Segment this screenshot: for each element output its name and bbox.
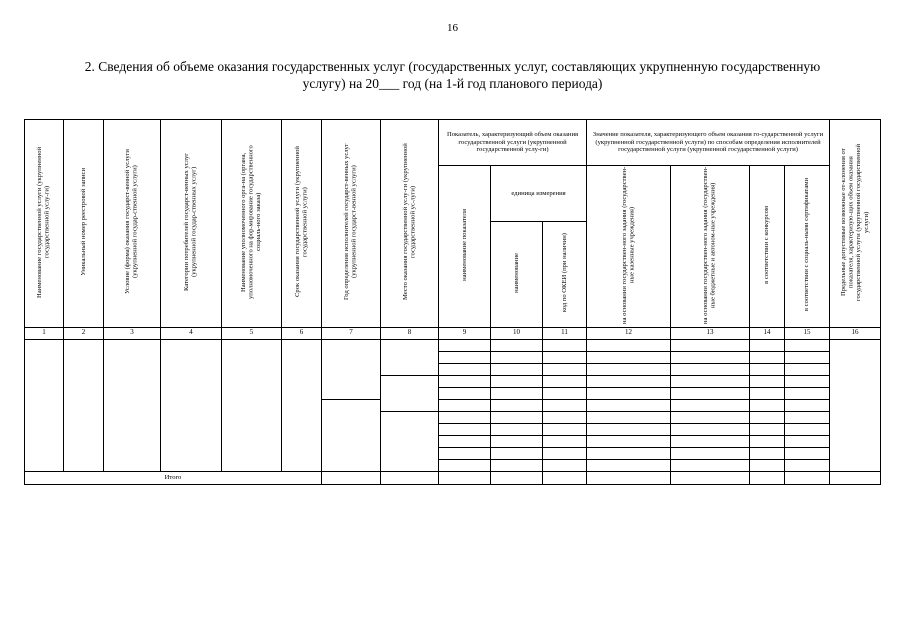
section-heading bbox=[40, 58, 865, 92]
table-cell bbox=[587, 423, 671, 435]
header-group-unit: единица измерения bbox=[491, 166, 587, 222]
table-cell bbox=[750, 351, 785, 363]
table-cell bbox=[671, 375, 750, 387]
table-cell bbox=[587, 387, 671, 399]
table-cell bbox=[543, 387, 587, 399]
table-cell bbox=[381, 375, 439, 411]
column-number: 2 bbox=[64, 327, 104, 339]
table-cell bbox=[587, 471, 671, 484]
table-cell bbox=[64, 339, 104, 471]
table-cell bbox=[491, 399, 543, 411]
header-col-1: Наименование государственной услуги (укрупненной государственной услу-ги) bbox=[25, 120, 64, 328]
header-col-5: Наименование уполномоченного орга-на (органа, уполномоченного на фор-мирование государственного социаль-ного заказа) bbox=[222, 120, 282, 328]
table-cell bbox=[25, 339, 64, 471]
table-cell bbox=[587, 411, 671, 423]
table-cell bbox=[750, 375, 785, 387]
header-group-indicator: Показатель, характеризующий объем оказания государственной услуги (укрупненной государственной услу-ги) bbox=[439, 120, 587, 166]
table-cell bbox=[543, 435, 587, 447]
header-col-7: Год определения исполнителей государст-венных услуг (укрупненной государст-венной услуги) bbox=[322, 120, 381, 328]
table-cell bbox=[491, 387, 543, 399]
table-cell bbox=[750, 459, 785, 471]
column-number: 4 bbox=[161, 327, 222, 339]
section-heading-line-1: 2. Сведения об объеме оказания государственных услуг (государственных услуг, составляющих укрупненную государственную bbox=[84, 59, 821, 74]
table-cell bbox=[785, 459, 830, 471]
table-cell bbox=[587, 447, 671, 459]
table-cell bbox=[671, 351, 750, 363]
table-cell bbox=[491, 435, 543, 447]
table-cell bbox=[750, 423, 785, 435]
table-cell bbox=[322, 471, 381, 484]
table-cell bbox=[543, 411, 587, 423]
table-cell bbox=[543, 447, 587, 459]
table-cell bbox=[587, 339, 671, 351]
column-number: 13 bbox=[671, 327, 750, 339]
table-cell bbox=[830, 471, 881, 484]
table-cell bbox=[671, 339, 750, 351]
table-cell bbox=[587, 435, 671, 447]
header-col-8: Место оказания государственной услу-ги (укрупненной государственной ус-луги) bbox=[381, 120, 439, 328]
table-cell bbox=[785, 447, 830, 459]
table-cell bbox=[439, 447, 491, 459]
table-cell bbox=[439, 351, 491, 363]
table-cell bbox=[543, 351, 587, 363]
table-cell bbox=[543, 375, 587, 387]
table-cell bbox=[671, 387, 750, 399]
table-cell bbox=[750, 447, 785, 459]
table-cell bbox=[543, 471, 587, 484]
table-cell bbox=[750, 387, 785, 399]
table-cell bbox=[671, 411, 750, 423]
table-cell bbox=[543, 363, 587, 375]
table-cell bbox=[491, 351, 543, 363]
total-row bbox=[25, 471, 881, 484]
header-col-9: наименование показателя bbox=[439, 166, 491, 328]
table-cell bbox=[671, 459, 750, 471]
table-cell bbox=[222, 339, 282, 471]
table-cell bbox=[671, 423, 750, 435]
column-number: 5 bbox=[222, 327, 282, 339]
table-cell bbox=[750, 435, 785, 447]
table-cell bbox=[671, 471, 750, 484]
table-cell bbox=[671, 447, 750, 459]
table-cell bbox=[381, 471, 439, 484]
table-cell bbox=[750, 339, 785, 351]
header-col-4: Категории потребителей государст-венных услуг (укрупненной государ-ственных услуг) bbox=[161, 120, 222, 328]
column-number: 12 bbox=[587, 327, 671, 339]
table-cell bbox=[439, 459, 491, 471]
table-cell bbox=[587, 363, 671, 375]
table-cell bbox=[491, 339, 543, 351]
table-cell bbox=[381, 411, 439, 471]
volume-table bbox=[24, 119, 881, 485]
table-cell bbox=[671, 399, 750, 411]
table-cell bbox=[439, 399, 491, 411]
table-cell bbox=[322, 399, 381, 471]
table-cell bbox=[785, 411, 830, 423]
header-group-value: Значение показателя, характеризующего объем оказания го-сударственной услуги (укрупненной государственной услуги) по способам определения исполнителей государственной услуги (укрупненной государственной услуги) bbox=[587, 120, 830, 166]
column-number: 16 bbox=[830, 327, 881, 339]
table-cell bbox=[587, 375, 671, 387]
table-cell bbox=[439, 363, 491, 375]
table-cell bbox=[750, 399, 785, 411]
column-number: 7 bbox=[322, 327, 381, 339]
table-cell bbox=[587, 459, 671, 471]
header-col-13: на основании государствен-ного задания (государствен-ные бюджетные и автоном-ные учреждения) bbox=[671, 166, 750, 328]
header-col-6: Срок оказания государственной услуги (укрупненной государственной услуги) bbox=[282, 120, 322, 328]
table-cell bbox=[785, 399, 830, 411]
table-cell bbox=[439, 387, 491, 399]
header-col-12: на основании государствен-ного задания (государствен-ные казенные учреждения) bbox=[587, 166, 671, 328]
table-cell bbox=[785, 363, 830, 375]
column-number: 14 bbox=[750, 327, 785, 339]
table-cell bbox=[543, 423, 587, 435]
table-cell bbox=[104, 339, 161, 471]
table-cell bbox=[381, 339, 439, 375]
table-cell bbox=[439, 411, 491, 423]
column-number: 10 bbox=[491, 327, 543, 339]
header-col-14: в соответствии с конкурсом bbox=[750, 166, 785, 328]
header-col-15: в соответствии с социаль-ными сертификатами bbox=[785, 166, 830, 328]
table-cell bbox=[161, 339, 222, 471]
column-number: 1 bbox=[25, 327, 64, 339]
table-cell bbox=[491, 459, 543, 471]
column-number: 9 bbox=[439, 327, 491, 339]
table-cell bbox=[785, 471, 830, 484]
table-cell bbox=[491, 411, 543, 423]
table-cell bbox=[322, 339, 381, 399]
table-cell bbox=[671, 435, 750, 447]
table-cell bbox=[439, 471, 491, 484]
column-number: 15 bbox=[785, 327, 830, 339]
table-cell bbox=[785, 423, 830, 435]
table-cell bbox=[785, 435, 830, 447]
table-cell bbox=[785, 387, 830, 399]
table-cell bbox=[587, 399, 671, 411]
table-cell bbox=[491, 471, 543, 484]
table-cell bbox=[491, 375, 543, 387]
header-col-2: Уникальный номер реестровой записи bbox=[64, 120, 104, 328]
table-cell bbox=[543, 459, 587, 471]
table-cell bbox=[587, 351, 671, 363]
header-col-10: наименование bbox=[491, 222, 543, 328]
table-cell bbox=[750, 471, 785, 484]
table-cell bbox=[439, 339, 491, 351]
column-number: 6 bbox=[282, 327, 322, 339]
table-cell bbox=[543, 339, 587, 351]
table-cell bbox=[439, 435, 491, 447]
table-cell bbox=[543, 399, 587, 411]
section-heading-line-2: услугу) на 20___ год (на 1-й год планового периода) bbox=[302, 76, 603, 91]
column-number: 11 bbox=[543, 327, 587, 339]
table-cell bbox=[750, 411, 785, 423]
table-cell bbox=[750, 363, 785, 375]
header-col-11: код по ОКЕИ (при наличии) bbox=[543, 222, 587, 328]
header-col-3: Условие (форма) оказания государст-венной услуги (укрупненной государ-ственной услуги) bbox=[104, 120, 161, 328]
table-row bbox=[25, 339, 881, 351]
column-number-row bbox=[25, 327, 881, 339]
table-cell bbox=[439, 375, 491, 387]
column-number: 3 bbox=[104, 327, 161, 339]
table-cell bbox=[491, 423, 543, 435]
table-cell bbox=[785, 351, 830, 363]
table-cell bbox=[439, 423, 491, 435]
table-cell bbox=[671, 363, 750, 375]
page-number: 16 bbox=[447, 22, 458, 34]
table-cell bbox=[785, 339, 830, 351]
total-label: Итого bbox=[25, 471, 322, 484]
table-cell bbox=[830, 339, 881, 471]
header-col-16: Предельные допустимые возможные от-клонения от показателя, характеризую-щих объем оказания государственной услуги (укрупненной государственной услуги) bbox=[830, 120, 881, 328]
column-number: 8 bbox=[381, 327, 439, 339]
table-cell bbox=[282, 339, 322, 471]
table-cell bbox=[491, 447, 543, 459]
table-cell bbox=[785, 375, 830, 387]
table-cell bbox=[491, 363, 543, 375]
